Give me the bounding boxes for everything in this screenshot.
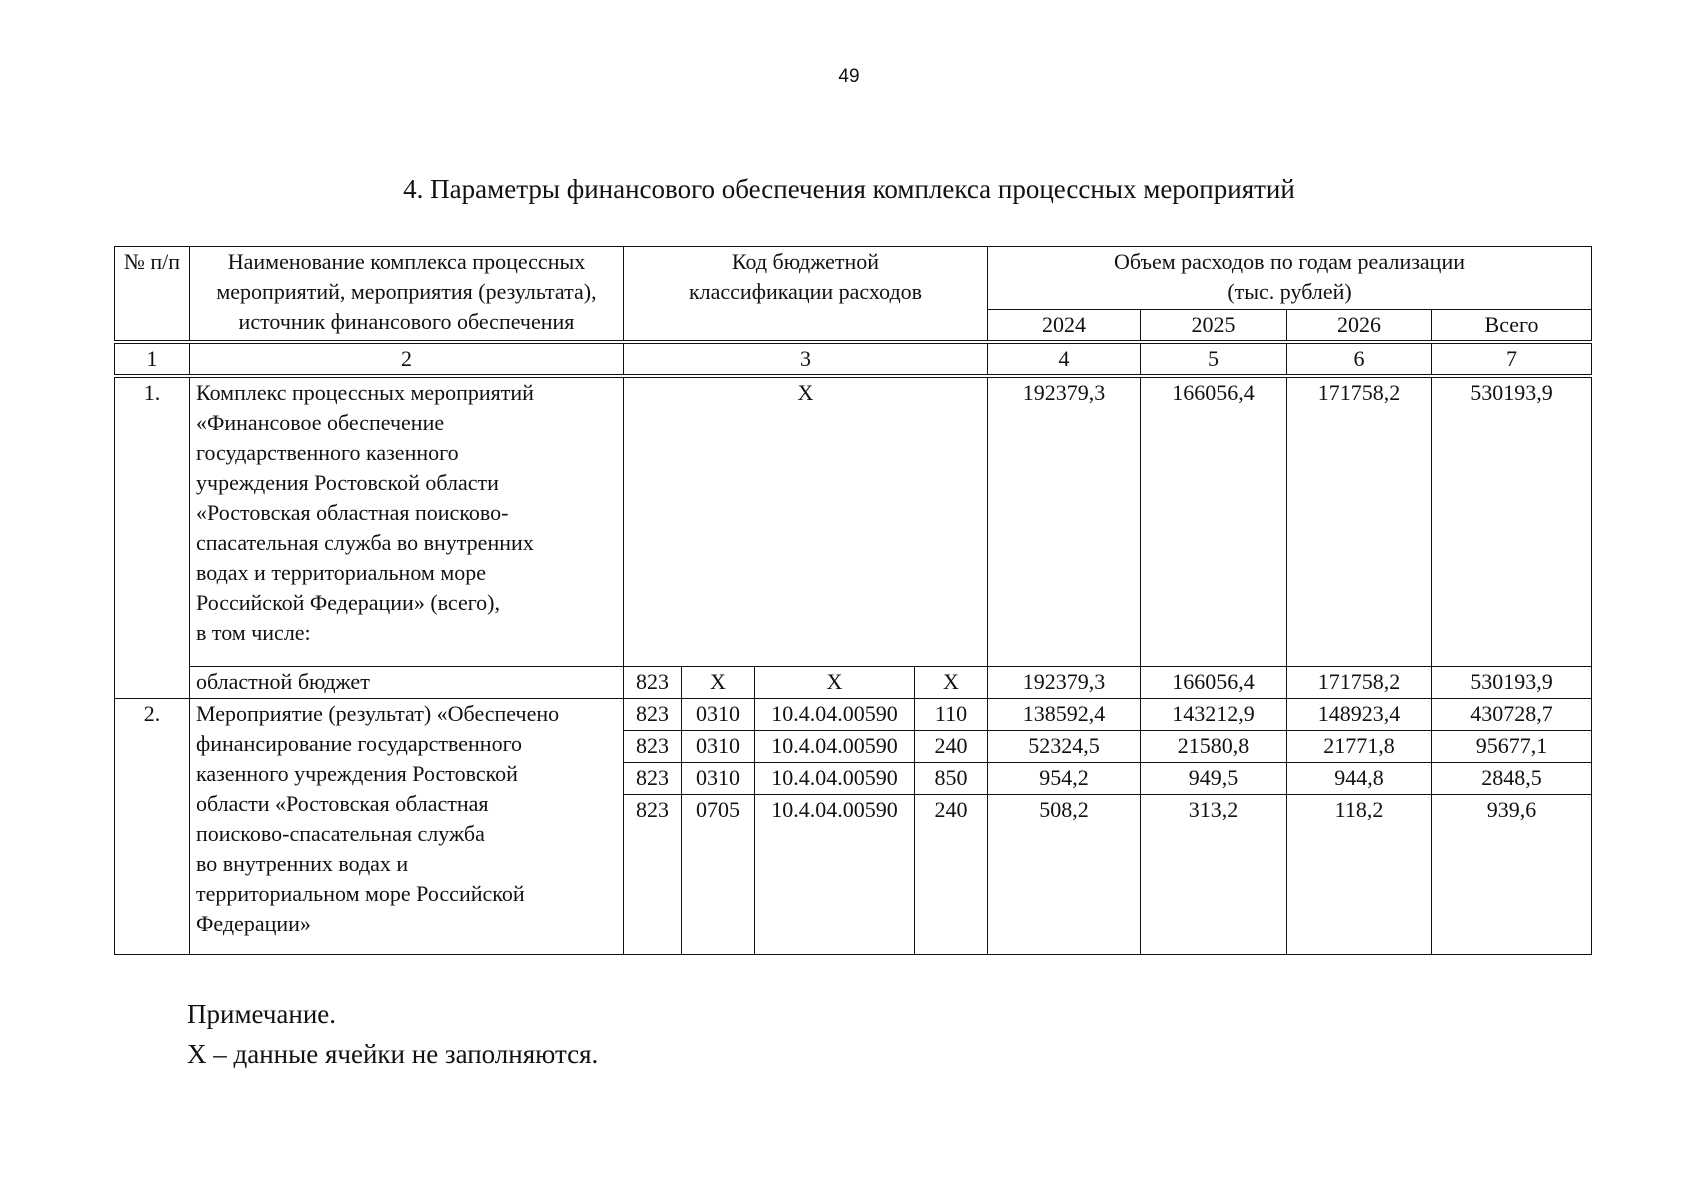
row-name-line: «Финансовое обеспечение — [196, 410, 445, 435]
value-cell: 148923,4 — [1287, 698, 1432, 730]
column-number: 2 — [190, 342, 624, 376]
row-name-line: Мероприятие (результат) «Обеспечено — [196, 700, 560, 726]
value-cell: 118,2 — [1287, 794, 1432, 954]
section-title: 4. Параметры финансового обеспечения комплекса процессных мероприятий — [403, 174, 1295, 204]
value-cell: 21580,8 — [1141, 730, 1287, 762]
value-cell: 52324,5 — [988, 730, 1141, 762]
value-cell: 21771,8 — [1287, 730, 1432, 762]
value-cell: 508,2 — [988, 794, 1141, 954]
page-number: 49 — [838, 66, 860, 87]
kbk-cell: Х — [755, 666, 915, 698]
value-cell: 171758,2 — [1287, 376, 1432, 666]
value-cell: 166056,4 — [1141, 666, 1287, 698]
header-name — [190, 247, 624, 343]
row-name-line: учреждения Ростовской области — [196, 470, 499, 495]
kbk-cell: Х — [915, 666, 988, 698]
note-heading: Примечание. — [187, 999, 337, 1029]
kbk-cell: 0310 — [682, 762, 755, 794]
column-numbers-row — [115, 342, 1592, 376]
header-year-2024: 2024 — [988, 310, 1141, 343]
header-volume-line: Объем расходов по годам реализации — [1114, 249, 1465, 274]
row-number: 2. — [115, 698, 190, 954]
row-name-line: Федерации» — [196, 910, 311, 936]
kbk-cell: 10.4.04.00590 — [755, 794, 915, 954]
header-kbk — [624, 247, 988, 343]
row-name-line: во внутренних водах и — [196, 850, 409, 876]
column-number: 5 — [1141, 342, 1287, 376]
table-row — [115, 698, 1592, 730]
row-name — [190, 698, 624, 954]
value-cell: 949,5 — [1141, 762, 1287, 794]
value-cell: 2848,5 — [1432, 762, 1592, 794]
column-number: 6 — [1287, 342, 1432, 376]
kbk-cell: 823 — [624, 666, 682, 698]
row-name-line: водах и территориальном море — [196, 560, 487, 585]
note-text: Х – данные ячейки не заполняются. — [187, 1039, 599, 1069]
kbk-cell: 10.4.04.00590 — [755, 730, 915, 762]
kbk-cell: 0705 — [682, 794, 755, 954]
value-cell: 530193,9 — [1432, 666, 1592, 698]
header-kbk-line: классификации расходов — [688, 279, 923, 304]
kbk-cell: Х — [624, 376, 988, 666]
value-cell: 530193,9 — [1432, 376, 1592, 666]
column-number: 3 — [624, 342, 988, 376]
kbk-cell: 10.4.04.00590 — [755, 698, 915, 730]
row-name-line: «Ростовская областная поисково- — [196, 500, 509, 525]
financial-table — [114, 246, 1592, 955]
kbk-cell: 823 — [624, 762, 682, 794]
header-year-2026: 2026 — [1287, 310, 1432, 343]
value-cell: 166056,4 — [1141, 376, 1287, 666]
value-cell: 192379,3 — [988, 666, 1141, 698]
header-volume — [988, 247, 1592, 310]
header-kbk-line: Код бюджетной — [731, 249, 880, 274]
row-number: 1. — [115, 376, 190, 698]
table-row — [115, 666, 1592, 698]
row-name-line: в том числе: — [196, 620, 311, 645]
value-cell: 939,6 — [1432, 794, 1592, 954]
kbk-cell: 10.4.04.00590 — [755, 762, 915, 794]
kbk-cell: Х — [682, 666, 755, 698]
row-name — [190, 376, 624, 666]
kbk-cell: 240 — [915, 730, 988, 762]
kbk-cell: 0310 — [682, 730, 755, 762]
kbk-cell: 0310 — [682, 698, 755, 730]
value-cell: 192379,3 — [988, 376, 1141, 666]
header-total: Всего — [1432, 310, 1592, 343]
row-name-line: государственного казенного — [196, 440, 459, 465]
kbk-cell: 240 — [915, 794, 988, 954]
value-cell: 313,2 — [1141, 794, 1287, 954]
value-cell: 138592,4 — [988, 698, 1141, 730]
row-name-line: спасательная служба во внутренних — [196, 530, 534, 555]
value-cell: 95677,1 — [1432, 730, 1592, 762]
row-name-line: территориальном море Российской — [196, 880, 525, 906]
value-cell: 944,8 — [1287, 762, 1432, 794]
header-name-line: мероприятий, мероприятия (результата), — [216, 279, 597, 304]
kbk-cell: 110 — [915, 698, 988, 730]
row-name-line: казенного учреждения Ростовской — [196, 760, 518, 786]
kbk-cell: 823 — [624, 730, 682, 762]
kbk-cell: 823 — [624, 698, 682, 730]
table-row — [115, 376, 1592, 666]
header-name-line: источник финансового обеспечения — [238, 309, 575, 334]
header-name-line: Наименование комплекса процессных — [227, 249, 586, 274]
row-name-line: финансирование государственного — [196, 730, 523, 756]
value-cell: 171758,2 — [1287, 666, 1432, 698]
kbk-cell: 850 — [915, 762, 988, 794]
header-row — [115, 247, 1592, 310]
row-name-line: области «Ростовская областная — [196, 790, 489, 816]
value-cell: 143212,9 — [1141, 698, 1287, 730]
row-name-line: Российской Федерации» (всего), — [196, 590, 501, 615]
note — [187, 994, 598, 1074]
row-name-line: Комплекс процессных мероприятий — [196, 380, 534, 405]
header-year-2025: 2025 — [1141, 310, 1287, 343]
header-num: № п/п — [115, 247, 190, 343]
row-name: областной бюджет — [190, 666, 624, 698]
kbk-cell: 823 — [624, 794, 682, 954]
column-number: 1 — [115, 342, 190, 376]
column-number: 7 — [1432, 342, 1592, 376]
column-number: 4 — [988, 342, 1141, 376]
value-cell: 430728,7 — [1432, 698, 1592, 730]
header-volume-line: (тыс. рублей) — [1227, 279, 1352, 304]
row-name-line: поисково-спасательная служба — [196, 820, 485, 846]
value-cell: 954,2 — [988, 762, 1141, 794]
